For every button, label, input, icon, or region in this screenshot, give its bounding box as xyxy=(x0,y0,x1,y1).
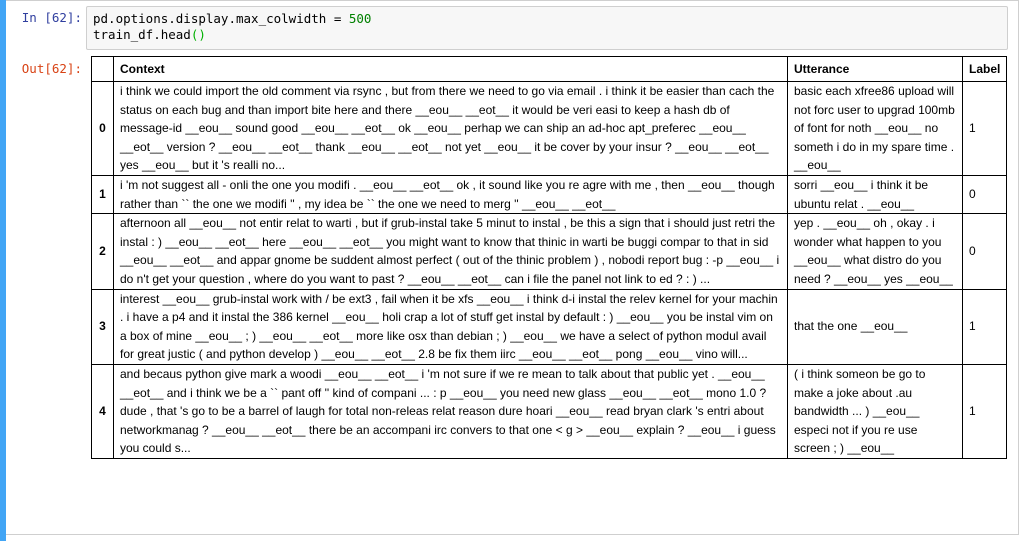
label-cell: 1 xyxy=(963,289,1007,364)
utterance-cell: that the one __eou__ xyxy=(788,289,963,364)
utterance-cell: basic each xfree86 upload will not forc user to upgrad 100mb of font for noth __eou__ no someth i do in my spare time . __eou__ xyxy=(788,82,963,176)
row-index: 3 xyxy=(92,289,114,364)
context-cell: and becaus python give mark a woodi __eou__ __eot__ i 'm not sure if we re mean to talk about that public yet . __eou__ __eot__ and i think we be a `` pant off '' kind of compani ... : p __eou__ you need new glass __eou__ __eot__ mono 1.0 ? dude , that 's go to be a barrel of laugh for total non-releas relat reason dure hoari __eou__ read bryan clark 's entri about networkmanag ? __eou__ __eot__ there be an accompani irc convers to that one < g > __eou__ explain ? __eou__ i guess you could s... xyxy=(114,364,788,458)
label-cell: 0 xyxy=(963,214,1007,289)
selected-cell-indicator xyxy=(0,0,6,541)
code-text: pd.options.display.max_colwidth = xyxy=(93,11,349,26)
utterance-cell: sorri __eou__ i think it be ubuntu relat . __eou__ xyxy=(788,175,963,213)
label-cell: 0 xyxy=(963,175,1007,213)
context-cell: i think we could import the old comment via rsync , but from there we need to go via email . i think it be easier than cach the status on each bug and than import bite here and there __eou__ __eot__ it would be veri easi to keep a hash db of message-id __eou__ sound good __eou__ __eot__ ok __eou__ perhap we can ship an ad-hoc apt_preferec __eou__ __eot__ version ? __eou__ __eot__ thank __eou__ __eot__ not yet __eou__ it be cover by your insur ? __eou__ __eot__ yes __eou__ but it 's realli no... xyxy=(114,82,788,176)
label-cell: 1 xyxy=(963,364,1007,458)
code-parens: () xyxy=(190,27,206,42)
context-cell: interest __eou__ grub-instal work with / be ext3 , fail when it be xfs __eou__ i think d-i instal the relev kernel for your machin . i have a p4 and it instal the 386 kernel __eou__ holi crap a lot of stuff get instal by default : ) __eou__ you be instal vim on a box of mine __eou__ ; ) __eou__ __eot__ more like osx than debian ; ) __eou__ we have a select of python modul avail for great justic ( and python develop ) __eou__ __eot__ 2.8 be fix them iirc __eou__ __eot__ pong __eou__ vino will... xyxy=(114,289,788,364)
header-context: Context xyxy=(114,57,788,82)
table-row xyxy=(92,364,1007,458)
header-label: Label xyxy=(963,57,1007,82)
code-text: train_df.head xyxy=(93,27,191,42)
row-index: 4 xyxy=(92,364,114,458)
input-prompt: In [62]: xyxy=(21,10,82,25)
row-index: 1 xyxy=(92,175,114,213)
label-cell: 1 xyxy=(963,82,1007,176)
utterance-cell: yep . __eou__ oh , okay . i wonder what happen to you __eou__ what distro do you need ? __eou__ yes __eou__ xyxy=(788,214,963,289)
table-row xyxy=(92,82,1007,176)
table-header-row xyxy=(92,57,1007,82)
code-number: 500 xyxy=(348,11,372,26)
row-index: 0 xyxy=(92,82,114,176)
row-index: 2 xyxy=(92,214,114,289)
dataframe-table xyxy=(91,56,1007,459)
context-cell: i 'm not suggest all - onli the one you modifi . __eou__ __eot__ ok , it sound like you re agre with me , then __eou__ though rather than `` the one we modifi '' , my idea be `` the one we need to merg '' __eou__ __eot__ xyxy=(114,175,788,213)
header-index xyxy=(92,57,114,82)
code-line-2 xyxy=(93,27,206,42)
table-row xyxy=(92,175,1007,213)
code-line-1 xyxy=(93,11,371,26)
output-prompt: Out[62]: xyxy=(21,61,82,76)
header-utterance: Utterance xyxy=(788,57,963,82)
code-editor[interactable] xyxy=(86,6,1008,50)
table-row xyxy=(92,289,1007,364)
table-row xyxy=(92,214,1007,289)
utterance-cell: ( i think someon be go to make a joke about .au bandwidth ... ) __eou__ especi not if you re use screen ; ) __eou__ xyxy=(788,364,963,458)
context-cell: afternoon all __eou__ not entir relat to warti , but if grub-instal take 5 minut to instal , be this a sign that i should just retri the instal : ) __eou__ __eot__ here __eou__ __eot__ you might want to know that thinic in warti be buggi compar to that in sid __eou__ __eot__ and appar gnome be suddent almost perfect ( out of the thinic problem ) , nobodi report bug : -p __eou__ i do n't get your question , where do you want to past ? __eou__ __eot__ can i file the panel not link to ed ? : ) ... xyxy=(114,214,788,289)
